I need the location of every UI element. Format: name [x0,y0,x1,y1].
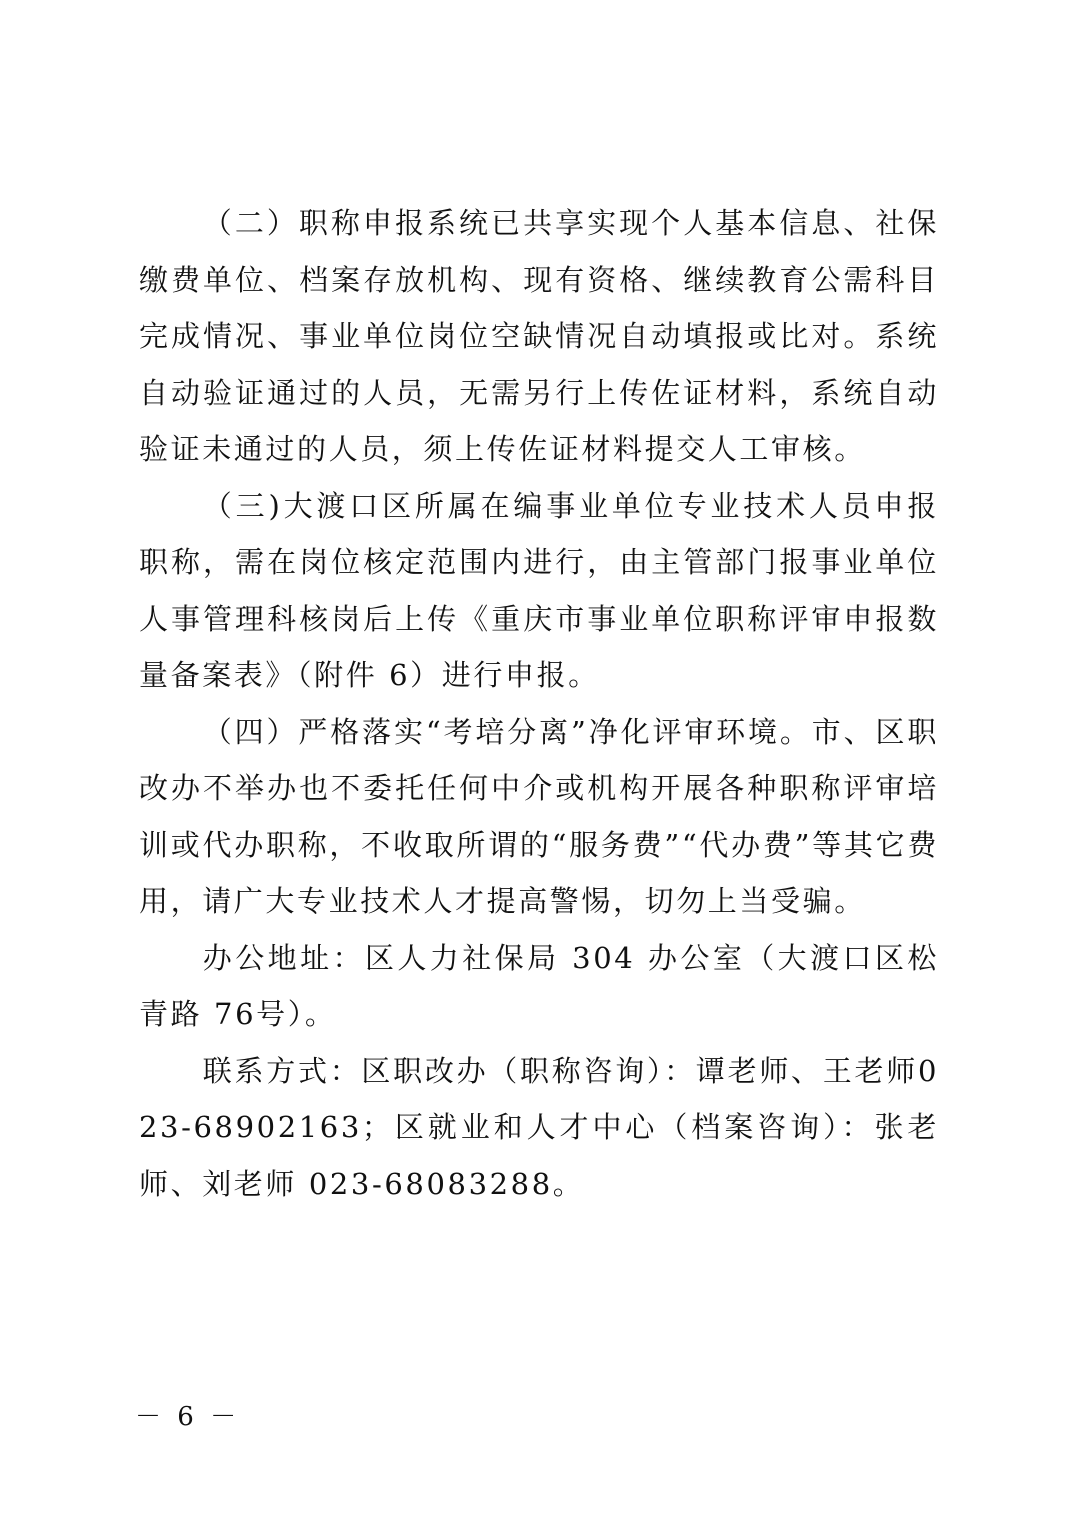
page-number: － 6 － [135,1402,241,1432]
document-body [139,195,939,1212]
paragraph-exam-training-separation: （四）严格落实“考培分离”净化评审环境。市、区职改办不举办也不委托任何中介或机构开展各种职称评审培训或代办职称，不收取所谓的“服务费”“代办费”等其它费用，请广大专业技术人才提高警惕，切勿上当受骗。 [139,714,939,918]
paragraph-system-auto-verification: （二）职称申报系统已共享实现个人基本信息、社保缴费单位、档案存放机构、现有资格、继续教育公需科目完成情况、事业单位岗位空缺情况自动填报或比对。系统自动验证通过的人员，无需另行上传佐证材料，系统自动验证未通过的人员，须上传佐证材料提交人工审核。 [139,206,939,466]
paragraph-institution-quota-filing: （三)大渡口区所属在编事业单位专业技术人员申报职称，需在岗位核定范围内进行，由主管部门报事业单位人事管理科核岗后上传《重庆市事业单位职称评审申报数量备案表》（附件 6）进行申报。 [139,488,939,692]
paragraph-contact-info: 联系方式：区职改办（职称咨询）：谭老师、王老师023-68902163；区就业和人才中心（档案咨询）：张老师、刘老师 023-68083288。 [139,1053,939,1201]
paragraph-office-address: 办公地址：区人力社保局 304 办公室（大渡口区松青路 76号）。 [139,940,939,1031]
